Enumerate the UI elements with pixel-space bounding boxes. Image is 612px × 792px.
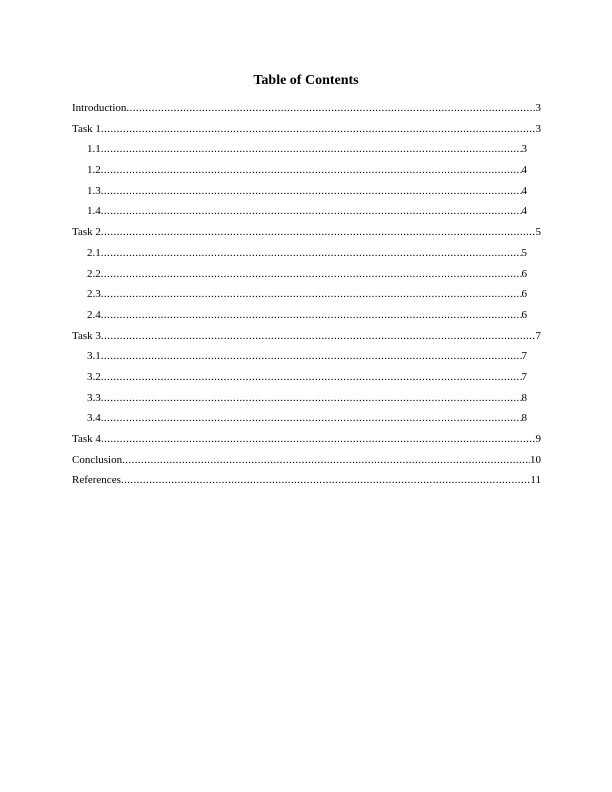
toc-entry-page: 4 [521, 184, 527, 197]
toc-entry-label: Task 1 [72, 122, 101, 135]
toc-entry-page: 8 [521, 391, 527, 404]
toc-dot-leader [101, 329, 536, 343]
toc-entry-page: 6 [521, 288, 527, 301]
toc-entry-label: 3.2 [87, 370, 101, 383]
toc-list [72, 101, 542, 494]
toc-entry-conclusion[interactable] [72, 453, 541, 474]
toc-entry-3-4[interactable] [87, 411, 527, 432]
toc-entry-introduction[interactable] [72, 101, 541, 122]
toc-entry-label: 1.2 [87, 164, 101, 177]
toc-entry-label: Task 3 [72, 329, 101, 342]
toc-dot-leader [101, 204, 522, 218]
toc-dot-leader [101, 349, 522, 363]
toc-entry-label: 3.4 [87, 412, 101, 425]
toc-dot-leader [101, 432, 536, 446]
toc-entry-page: 7 [535, 329, 541, 342]
toc-dot-leader [101, 287, 522, 301]
toc-entry-2-2[interactable] [87, 267, 527, 288]
toc-entry-page: 9 [535, 433, 541, 445]
toc-entry-page: 3 [535, 102, 541, 114]
toc-entry-label: 3.3 [87, 391, 101, 404]
toc-dot-leader [101, 370, 522, 384]
toc-entry-label: Task 4 [72, 433, 101, 445]
toc-entry-page: 5 [535, 226, 541, 239]
toc-entry-task-3[interactable] [72, 329, 541, 350]
toc-entry-page: 5 [521, 246, 527, 259]
toc-dot-leader [122, 453, 530, 467]
toc-entry-page: 6 [521, 308, 527, 321]
toc-entry-task-1[interactable] [72, 122, 541, 143]
toc-entry-1-3[interactable] [87, 184, 527, 205]
toc-entry-label: Introduction [72, 102, 127, 114]
toc-entry-page: 4 [521, 164, 527, 177]
toc-entry-page: 7 [521, 350, 527, 363]
toc-dot-leader [101, 142, 522, 156]
toc-entry-label: 1.3 [87, 184, 101, 197]
toc-entry-page: 10 [530, 453, 541, 466]
page-title: Table of Contents [253, 73, 359, 88]
toc-dot-leader [101, 308, 522, 322]
toc-entry-page: 4 [521, 205, 527, 218]
toc-entry-page: 8 [521, 412, 527, 425]
toc-entry-label: 2.1 [87, 246, 101, 259]
toc-dot-leader [101, 246, 522, 260]
toc-dot-leader [101, 267, 522, 281]
toc-entry-page: 3 [521, 143, 527, 156]
toc-entry-label: 3.1 [87, 350, 101, 363]
toc-entry-3-2[interactable] [87, 370, 527, 391]
toc-dot-leader [101, 184, 522, 198]
toc-entry-2-1[interactable] [87, 246, 527, 267]
toc-entry-page: 6 [521, 267, 527, 280]
toc-entry-1-1[interactable] [87, 142, 527, 163]
toc-entry-2-3[interactable] [87, 287, 527, 308]
toc-entry-3-3[interactable] [87, 391, 527, 412]
toc-entry-page: 7 [521, 370, 527, 383]
toc-entry-label: 2.3 [87, 288, 101, 301]
toc-entry-label: 1.1 [87, 143, 101, 156]
toc-entry-1-2[interactable] [87, 163, 527, 184]
toc-dot-leader [101, 225, 536, 239]
toc-dot-leader [121, 473, 531, 487]
toc-entry-label: Task 2 [72, 226, 101, 239]
toc-entry-references[interactable] [72, 473, 541, 494]
toc-entry-label: Conclusion [72, 453, 123, 466]
toc-entry-page: 3 [535, 122, 541, 135]
toc-dot-leader [101, 411, 522, 425]
toc-entry-label: References [72, 474, 121, 487]
toc-entry-3-1[interactable] [87, 349, 527, 370]
toc-entry-page: 11 [530, 474, 541, 487]
toc-dot-leader [101, 391, 522, 405]
toc-entry-label: 1.4 [87, 205, 101, 218]
toc-dot-leader [101, 122, 536, 136]
toc-entry-1-4[interactable] [87, 204, 527, 225]
toc-entry-label: 2.2 [87, 267, 101, 280]
toc-dot-leader [101, 163, 522, 177]
toc-entry-task-2[interactable] [72, 225, 541, 246]
toc-entry-label: 2.4 [87, 308, 101, 321]
toc-entry-2-4[interactable] [87, 308, 527, 329]
toc-entry-task-4[interactable] [72, 432, 541, 453]
toc-dot-leader [126, 101, 535, 115]
